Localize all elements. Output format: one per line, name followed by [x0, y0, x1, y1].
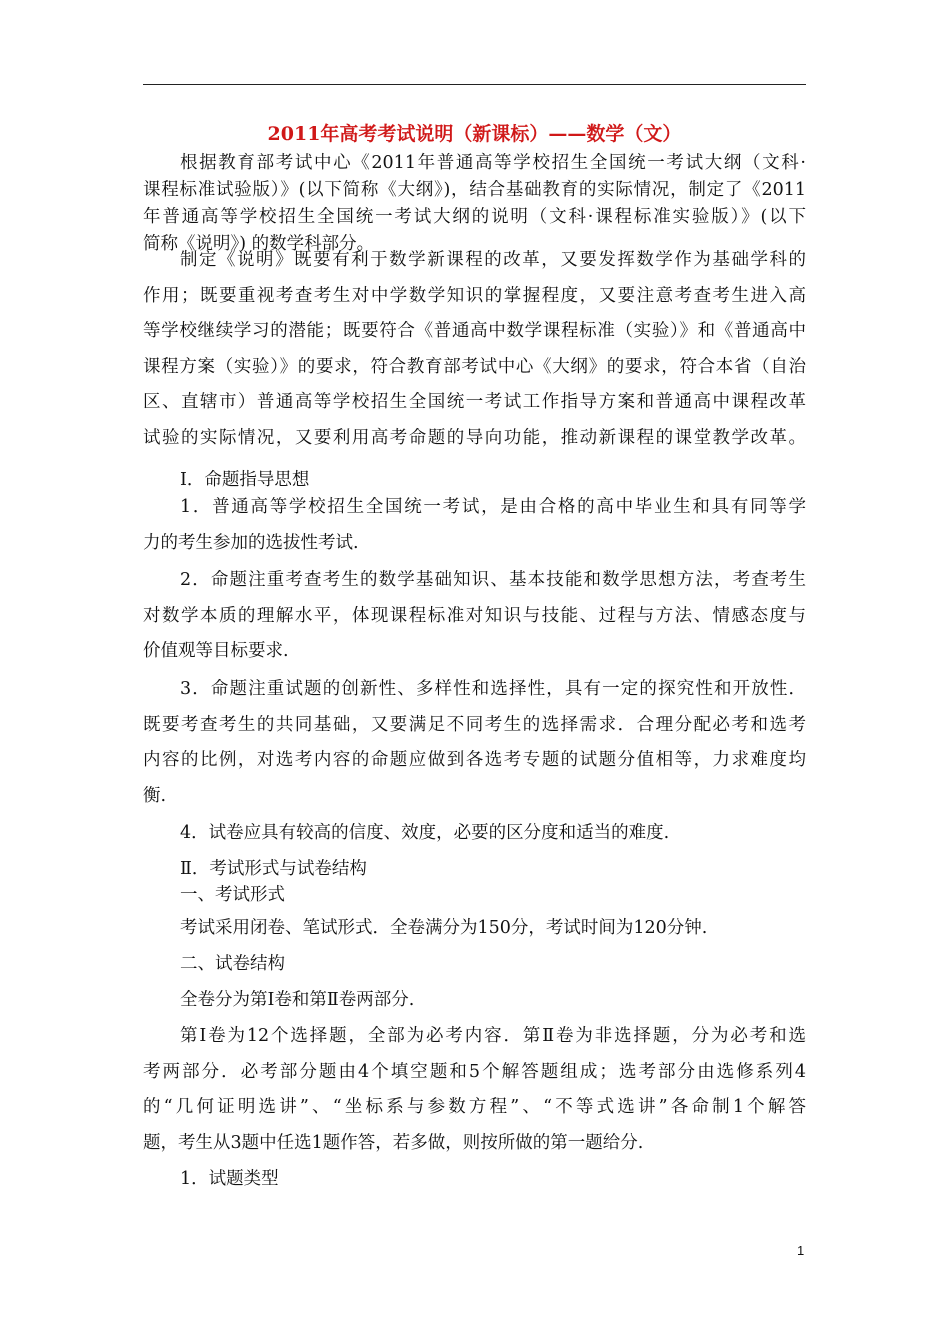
subheading-exam-form: 一、考试形式: [180, 885, 285, 905]
text-line: 课程标准试验版）》(以下简称《大纲》)，结合基础教育的实际情况，制定了《2011: [143, 180, 806, 200]
text-line: 价值观等目标要求.: [143, 641, 289, 661]
text-line: 课程方案（实验）》的要求，符合教育部考试中心《大纲》的要求，符合本省（自治: [143, 356, 806, 377]
paragraph-purpose: [143, 243, 806, 456]
list-item-2: [143, 563, 806, 670]
text-line: 作用；既要重视考查考生对中学数学知识的掌握程度，又要注意考查考生进入高: [143, 285, 806, 306]
subheading-paper-structure: 二、试卷结构: [180, 954, 285, 974]
text-line: 简称《说明》) 的数学科部分。: [143, 234, 375, 254]
text-line: 既要考查考生的共同基础，又要满足不同考生的选择需求．合理分配必考和选考: [143, 714, 806, 735]
paper-structure-text: 全卷分为第Ⅰ卷和第Ⅱ卷两部分.: [180, 990, 415, 1010]
list-item-3: [143, 672, 806, 814]
text-line: 根据教育部考试中心《2011年普通高等学校招生全国统一考试大纲（文科·: [180, 153, 806, 173]
exam-form-text: 考试采用闭卷、笔试形式．全卷满分为150分，考试时间为120分钟.: [180, 918, 708, 938]
text-line: 衡.: [143, 785, 167, 806]
page-number: 1: [797, 1243, 805, 1258]
list-item-4: 4．试卷应具有较高的信度、效度，必要的区分度和适当的难度.: [180, 823, 670, 843]
text-line: 区、直辖市）普通高等学校招生全国统一考试工作指导方案和普通高中课程改革: [143, 392, 806, 412]
text-line: 2．命题注重考查考生的数学基础知识、基本技能和数学思想方法，考查考生: [180, 570, 806, 590]
text-line: 对数学本质的理解水平，体现课程标准对知识与技能、过程与方法、情感态度与: [143, 605, 806, 626]
text-line: 考两部分．必考部分题由4个填空题和5个解答题组成；选考部分由选修系列4: [143, 1061, 806, 1082]
text-line: 年普通高等学校招生全国统一考试大纲的说明（文科·课程标准实验版）》(以下: [143, 207, 806, 227]
text-line: 制定《说明》既要有利于数学新课程的改革，又要发挥数学作为基础学科的: [180, 250, 806, 270]
text-line: 试验的实际情况，又要利用高考命题的导向功能，推动新课程的课堂教学改革。: [143, 427, 806, 448]
paragraph-volumes: [143, 1019, 806, 1161]
list-item-1: [143, 490, 806, 561]
text-line: 等学校继续学习的潜能；既要符合《普通高中数学课程标准（实验）》和《普通高中: [143, 321, 806, 341]
document-title: 2011年高考考试说明（新课标）——数学（文）: [267, 123, 682, 145]
paragraph-intro: [143, 150, 806, 258]
section-heading-1: Ⅰ．命题指导思想: [180, 470, 310, 490]
text-line: 的“几何证明选讲”、“坐标系与参数方程”、“不等式选讲”各命制1个解答: [143, 1097, 806, 1117]
text-line: 力的考生参加的选拔性考试.: [143, 532, 359, 553]
text-line: 题，考生从3题中任选1题作答，若多做，则按所做的第一题给分.: [143, 1132, 644, 1153]
header-rule: [143, 84, 806, 85]
text-line: 3．命题注重试题的创新性、多样性和选择性，具有一定的探究性和开放性．: [180, 679, 806, 699]
text-line: 第Ⅰ卷为12个选择题，全部为必考内容．第Ⅱ卷为非选择题，分为必考和选: [180, 1026, 806, 1046]
section-heading-2: Ⅱ．考试形式与试卷结构: [180, 859, 367, 879]
subheading-question-types: 1．试题类型: [180, 1169, 279, 1189]
text-line: 1．普通高等学校招生全国统一考试，是由合格的高中毕业生和具有同等学: [180, 497, 806, 517]
text-line: 内容的比例，对选考内容的命题应做到各选考专题的试题分值相等，力求难度均: [143, 750, 806, 770]
